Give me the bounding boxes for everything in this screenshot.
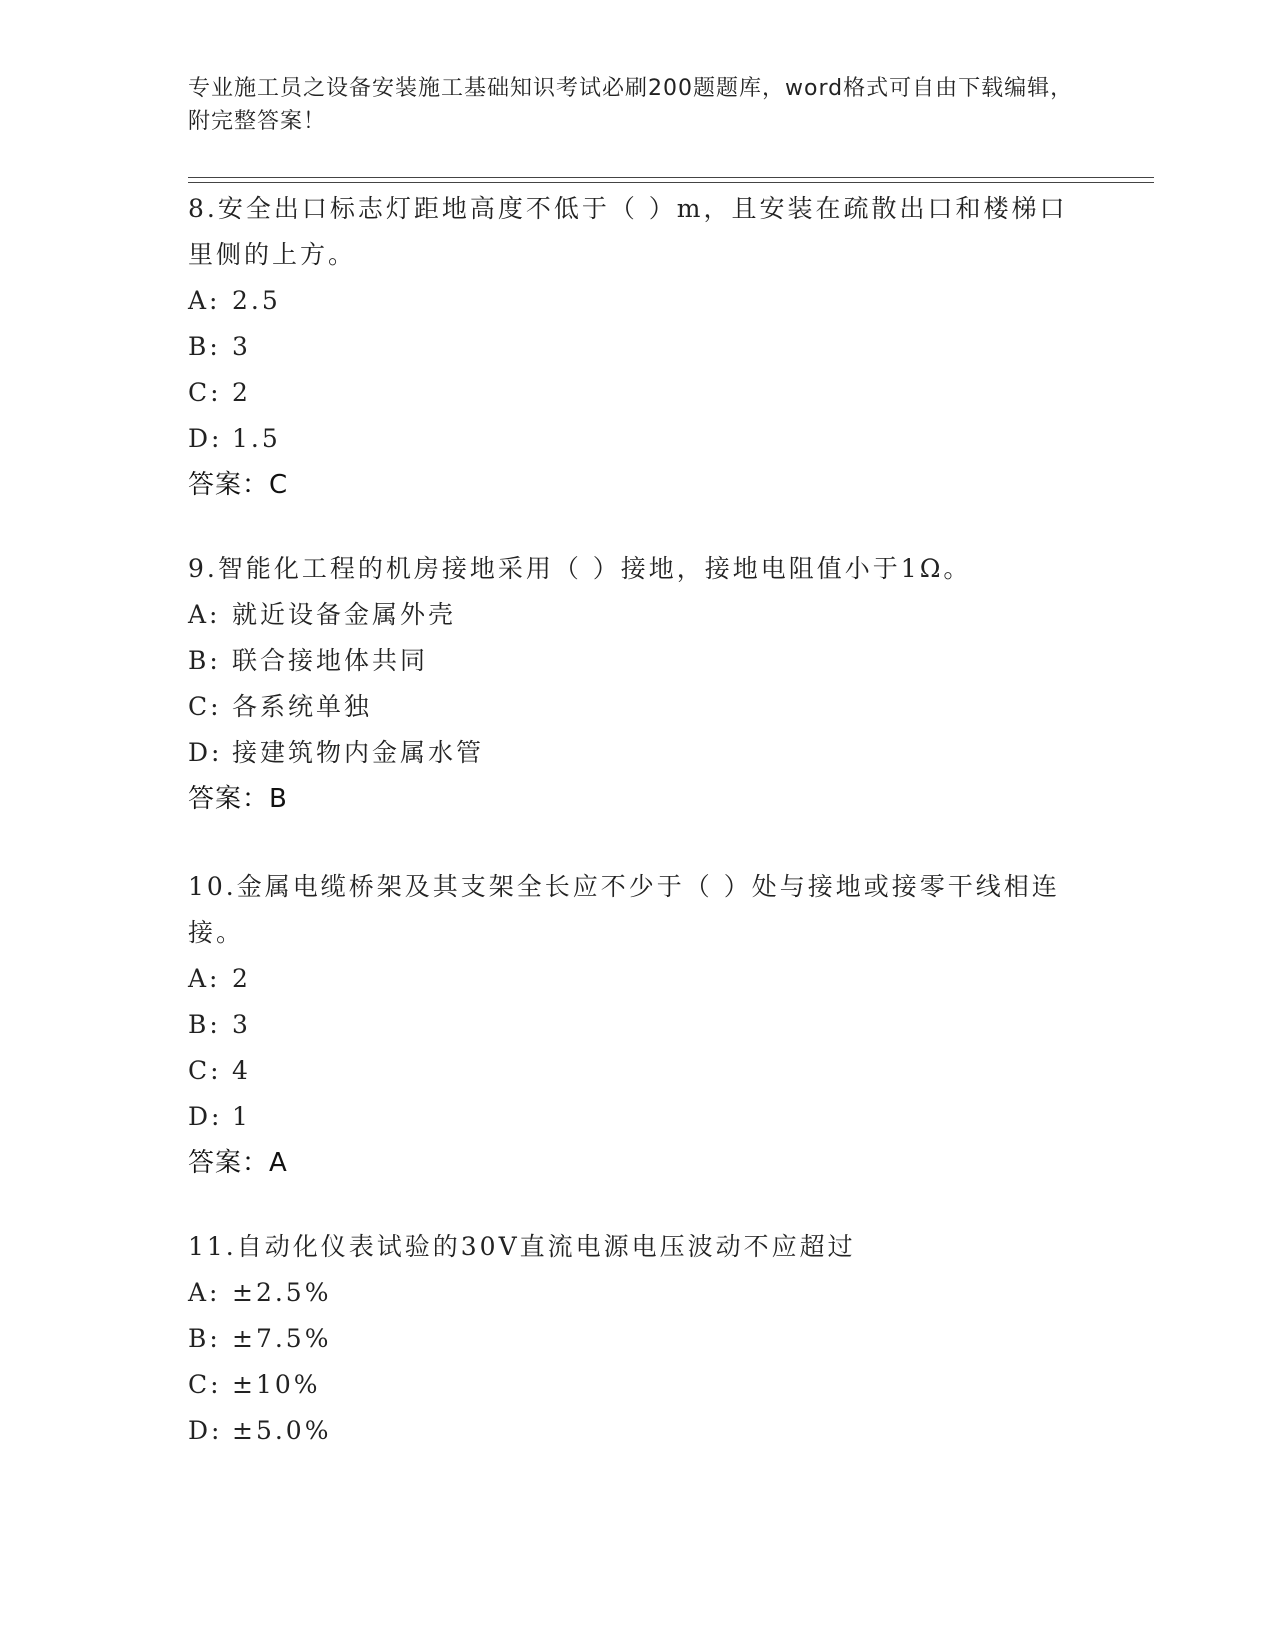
option-key: D: [188,1416,223,1445]
answer: 答案：C [188,470,289,500]
option-key: D: [188,424,223,453]
option-a [188,278,1068,324]
option-a [188,956,1068,1002]
option-key: B: [188,1324,221,1353]
option-text: 2.5 [232,286,281,315]
option-a [188,592,1068,638]
option-text: 1 [232,1102,251,1131]
option-text: 3 [232,332,251,361]
option-text: 联合接地体共同 [232,646,429,675]
option-b [188,324,1068,370]
option-key: C: [188,692,222,721]
option-key: A: [188,964,221,993]
option-text: 1.5 [232,424,281,453]
option-a [188,1270,1068,1316]
option-key: B: [188,646,221,675]
answer: 答案：A [188,1148,288,1178]
question-stem: 11.自动化仪表试验的30V直流电源电压波动不应超过 [188,1232,856,1261]
option-key: A: [188,600,221,629]
option-c [188,1362,1068,1408]
option-key: A: [188,1278,221,1307]
option-b [188,638,1068,684]
option-text: 4 [232,1056,251,1085]
option-text: ±10% [232,1370,321,1399]
option-b [188,1316,1068,1362]
option-key: B: [188,1010,221,1039]
option-text: 接建筑物内金属水管 [232,738,485,767]
option-key: B: [188,332,221,361]
option-c [188,684,1068,730]
option-key: D: [188,738,223,767]
option-d [188,416,1068,462]
option-key: C: [188,1370,222,1399]
question-10 [188,864,1068,1186]
option-d [188,1408,1068,1454]
option-c [188,370,1068,416]
option-text: 3 [232,1010,251,1039]
option-key: D: [188,1102,223,1131]
option-c [188,1048,1068,1094]
option-d [188,1094,1068,1140]
question-stem: 9.智能化工程的机房接地采用（ ）接地，接地电阻值小于1Ω。 [188,554,972,583]
question-8 [188,186,1068,508]
question-11 [188,1224,1068,1454]
question-stem: 10.金属电缆桥架及其支架全长应不少于（ ）处与接地或接零干线相连接。 [188,872,1060,947]
option-text: 2 [232,378,251,407]
document-title: 专业施工员之设备安装施工基础知识考试必刷200题题库，word格式可自由下载编辑，附完整答案！ [188,76,1074,134]
option-key: C: [188,1056,222,1085]
header-divider-second [188,182,1154,183]
option-key: C: [188,378,222,407]
option-text: 各系统单独 [232,692,373,721]
question-9 [188,546,1068,822]
option-text: ±2.5% [232,1278,332,1307]
header-divider [188,177,1154,178]
option-text: ±7.5% [232,1324,332,1353]
option-text: 就近设备金属外壳 [232,600,457,629]
option-b [188,1002,1068,1048]
option-text: 2 [232,964,251,993]
option-text: ±5.0% [232,1416,332,1445]
answer: 答案：B [188,784,288,814]
option-d [188,730,1068,776]
option-key: A: [188,286,221,315]
question-stem: 8.安全出口标志灯距地高度不低于（ ）m，且安装在疏散出口和楼梯口里侧的上方。 [188,194,1068,269]
